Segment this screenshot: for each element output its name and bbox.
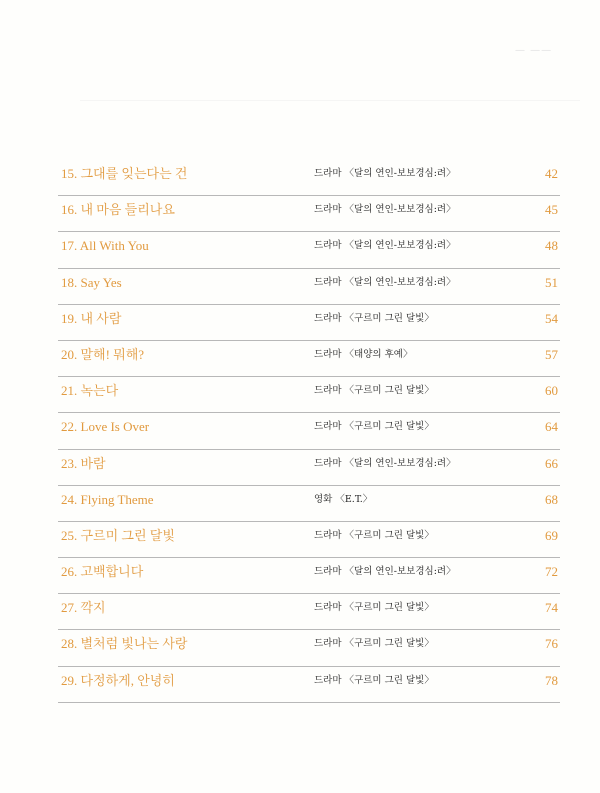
toc-source: 드라마 〈달의 연인-보보경심:려〉	[314, 204, 456, 216]
toc-title: 23. 바람	[61, 455, 106, 471]
toc-source: 드라마 〈태양의 후예〉	[314, 348, 413, 360]
toc-entry[interactable]	[58, 305, 560, 341]
toc-title: 22. Love Is Over	[61, 419, 150, 435]
toc-entry[interactable]	[58, 486, 560, 522]
toc-title: 29. 다정하게, 안녕히	[61, 672, 175, 688]
toc-source: 드라마 〈달의 연인-보보경심:려〉	[314, 457, 456, 469]
toc-source: 드라마 〈달의 연인-보보경심:려〉	[314, 168, 456, 179]
toc-source: 드라마 〈달의 연인-보보경심:려〉	[314, 566, 456, 578]
toc-entry[interactable]	[58, 522, 560, 558]
toc-entry[interactable]	[58, 160, 560, 196]
toc-source: 드라마 〈구르미 그린 달빛〉	[314, 312, 434, 324]
toc-entry[interactable]	[58, 667, 560, 703]
toc-source: 드라마 〈구르미 그린 달빛〉	[314, 638, 434, 650]
toc-page-number: 68	[545, 491, 558, 507]
toc-entry[interactable]	[58, 232, 560, 268]
toc-source: 드라마 〈구르미 그린 달빛〉	[314, 602, 434, 614]
toc-title: 26. 고백합니다	[61, 564, 144, 580]
toc-source: 드라마 〈달의 연인-보보경심:려〉	[314, 240, 456, 252]
toc-title: 21. 녹는다	[61, 383, 119, 399]
toc-title: 27. 깍지	[61, 600, 106, 616]
toc-entry[interactable]	[58, 196, 560, 232]
toc-source: 드라마 〈구르미 그린 달빛〉	[314, 421, 434, 433]
toc-source: 드라마 〈달의 연인-보보경심:려〉	[314, 276, 456, 288]
toc-entry[interactable]	[58, 269, 560, 305]
toc-source: 영화 〈E.T.〉	[314, 493, 373, 505]
toc-entry[interactable]	[58, 630, 560, 666]
toc-page-number: 54	[545, 310, 558, 326]
bleed-through-mark: — ——	[515, 45, 553, 56]
toc-source: 드라마 〈구르미 그린 달빛〉	[314, 674, 434, 686]
toc-page-number: 60	[545, 383, 558, 399]
toc-page-number: 57	[545, 346, 558, 362]
toc-page-number: 64	[545, 419, 558, 435]
table-of-contents	[58, 160, 560, 703]
bleed-through-line	[80, 100, 580, 102]
toc-page-number: 76	[545, 636, 558, 652]
toc-page-number: 48	[545, 238, 558, 254]
toc-title: 20. 말해! 뭐해?	[61, 346, 145, 362]
toc-page-number: 66	[545, 455, 558, 471]
toc-page-number: 69	[545, 527, 558, 543]
toc-source: 드라마 〈구르미 그린 달빛〉	[314, 529, 434, 541]
toc-page-number: 74	[545, 600, 558, 616]
toc-page-number: 42	[545, 166, 558, 181]
toc-title: 16. 내 마음 들리나요	[61, 202, 175, 218]
toc-page-number: 45	[545, 202, 558, 218]
toc-entry[interactable]	[58, 341, 560, 377]
toc-title: 25. 구르미 그린 달빛	[61, 527, 175, 543]
toc-page-number: 51	[545, 274, 558, 290]
toc-title: 19. 내 사람	[61, 310, 122, 326]
toc-title: 28. 별처럼 빛나는 사랑	[61, 636, 188, 652]
toc-source: 드라마 〈구르미 그린 달빛〉	[314, 385, 434, 397]
toc-title: 24. Flying Theme	[61, 491, 154, 507]
toc-title: 17. All With You	[61, 238, 149, 254]
toc-entry[interactable]	[58, 413, 560, 449]
toc-title: 18. Say Yes	[61, 274, 122, 290]
toc-entry[interactable]	[58, 450, 560, 486]
toc-entry[interactable]	[58, 594, 560, 630]
toc-title: 15. 그대를 잊는다는 건	[61, 166, 188, 181]
toc-entry[interactable]	[58, 558, 560, 594]
toc-entry[interactable]	[58, 377, 560, 413]
toc-page-number: 78	[545, 672, 558, 688]
toc-page-number: 72	[545, 564, 558, 580]
